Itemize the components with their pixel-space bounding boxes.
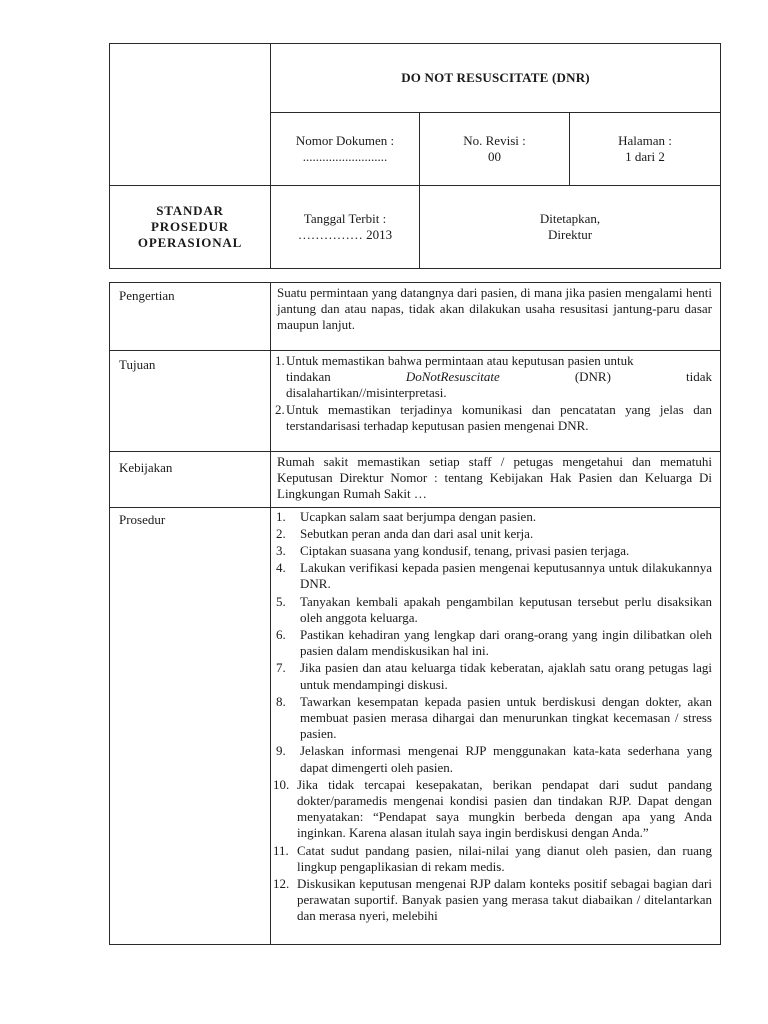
no-revisi-value: 00 (488, 149, 501, 164)
prosedur-item: 10. Jika tidak tercapai kesepakatan, berikan pendapat dari sudut pandang dokter/paramedis mengenai kondisi pasien dan tindakan RJP. Dapat dengan menyatakan: “Pendapat saya mungkin berbeda dengan apa yang Anda inginkan. Karena alasan itulah saya ingin berdiskusi dengan Anda.” (273, 776, 712, 841)
no-revisi-label: No. Revisi : (463, 133, 526, 148)
kebijakan-label: Kebijakan (110, 452, 271, 508)
ditetapkan-label: Ditetapkan, (539, 211, 601, 226)
prosedur-item: 6. Pastikan kehadiran yang lengkap dari orang-orang yang ingin dilibatkan oleh pasien dalam mendiskusikan hal ini. (276, 627, 712, 659)
prosedur-list (273, 509, 712, 925)
tujuan-item-2: 2. Untuk memastikan terjadinya komunikasi dan pencatatan yang jelas dan terstandarisasi terhadap keputusan pasien mengenai DNR. (275, 401, 712, 433)
document-body-table (109, 282, 721, 945)
prosedur-item: 9. Jelaskan informasi mengenai RJP menggunakan kata-kata sederhana yang dapat dimengerti oleh pasien. (276, 743, 712, 775)
prosedur-label: Prosedur (110, 507, 271, 944)
nomor-dokumen-value: .......................... (302, 149, 388, 164)
sop-label: STANDAR PROSEDUR OPERASIONAL (110, 186, 271, 269)
direktur-label: Direktur (547, 227, 593, 242)
document-title: DO NOT RESUSCITATE (DNR) (271, 44, 721, 113)
logo-area (110, 44, 271, 186)
tanggal-terbit-value: …………… 2013 (297, 227, 393, 242)
prosedur-item: 11. Catat sudut pandang pasien, nilai-nilai yang dianut oleh pasien, dan ruang lingkup pengaplikasian di rekam medis. (273, 842, 712, 874)
tujuan-label: Tujuan (110, 351, 271, 452)
nomor-dokumen-label: Nomor Dokumen : (295, 133, 395, 148)
tujuan-item-1: 1. Untuk memastikan bahwa permintaan atau keputusan pasien untuk tindakan DoNotResuscitate (DNR) tidak disalahartikan//misinterpretasi. (275, 353, 712, 401)
ditetapkan-cell (420, 186, 721, 269)
document-header-table (109, 43, 721, 269)
tanggal-terbit-label: Tanggal Terbit : (303, 211, 387, 226)
no-revisi-cell (420, 113, 570, 186)
halaman-cell (570, 113, 721, 186)
kebijakan-text: Rumah sakit memastikan setiap staff / petugas mengetahui dan mematuhi Keputusan Direktur Nomor : tentang Kebijakan Hak Pasien dan Keluarga Di Lingkungan Rumah Sakit … (277, 454, 712, 502)
prosedur-item: 4. Lakukan verifikasi kepada pasien mengenai keputusannya untuk dilakukannya DNR. (276, 560, 712, 592)
tujuan-list (275, 353, 712, 434)
prosedur-item: 7. Jika pasien dan atau keluarga tidak keberatan, ajaklah satu orang petugas lagi untuk mendampingi diskusi. (276, 660, 712, 692)
prosedur-row (110, 507, 721, 944)
pengertian-row (110, 283, 721, 351)
nomor-dokumen-cell (271, 113, 420, 186)
halaman-label: Halaman : (618, 133, 672, 148)
prosedur-item: 1. Ucapkan salam saat berjumpa dengan pasien. (276, 508, 537, 524)
tujuan-row (110, 351, 721, 452)
halaman-value: 1 dari 2 (625, 149, 665, 164)
prosedur-item: 12. Diskusikan keputusan mengenai RJP dalam konteks positif sebagai bagian dari perawatan suportif. Banyak pasien yang merasa takut diabaikan / ditelantarkan dan merasa nyeri, melebihi (273, 876, 712, 924)
kebijakan-row (110, 452, 721, 508)
prosedur-item: 3. Ciptakan suasana yang kondusif, tenang, privasi pasien terjaga. (276, 543, 630, 559)
prosedur-item: 8. Tawarkan kesempatan kepada pasien untuk berdiskusi dengan dokter, akan membuat pasien merasa dihargai dan menurunkan tingkat kecemasan / stress pasien. (276, 693, 712, 742)
prosedur-item: 2. Sebutkan peran anda dan dari asal unit kerja. (276, 525, 534, 541)
pengertian-text: Suatu permintaan yang datangnya dari pasien, di mana jika pasien mengalami henti jantung dan atau napas, tidak akan dilakukan usaha resusitasi jantung-paru dasar maupun lanjut. (277, 285, 712, 333)
prosedur-item: 5. Tanyakan kembali apakah pengambilan keputusan tersebut perlu disaksikan oleh anggota keluarga. (276, 593, 712, 625)
pengertian-label: Pengertian (110, 283, 271, 351)
tanggal-terbit-cell (271, 186, 420, 269)
